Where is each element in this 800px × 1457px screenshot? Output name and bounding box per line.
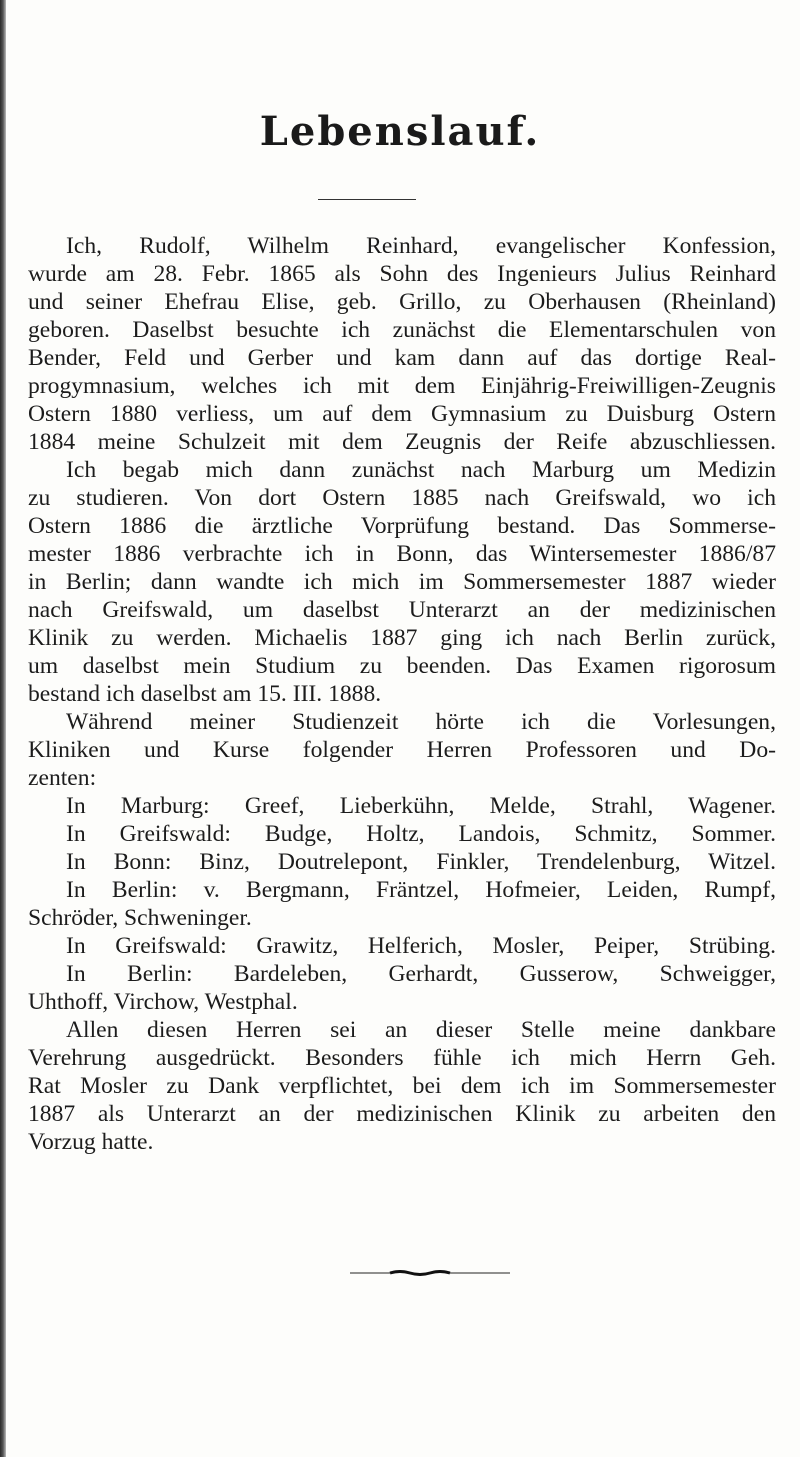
professor-list-line: In Bonn: Binz, Doutrelepont, Finkler, Trendelenburg, Witzel.	[66, 849, 776, 875]
document-title: Lebenslauf.	[259, 108, 541, 155]
professor-list-line: In Marburg: Greef, Lieberkühn, Melde, Strahl, Wagener.	[66, 793, 776, 819]
binding-edge	[0, 0, 6, 1457]
text-line: mester 1886 verbrachte ich in Bonn, das Wintersemester 1886/87	[28, 541, 776, 567]
text-line: zu studieren. Von dort Ostern 1885 nach Greifswald, wo ich	[28, 485, 776, 511]
text-line: Verehrung ausgedrückt. Besonders fühle ich mich Herrn Geh.	[28, 1045, 776, 1071]
end-ornament	[350, 1270, 510, 1276]
professor-list-line: In Berlin: Bardeleben, Gerhardt, Gusserow, Schweigger,	[66, 961, 776, 987]
professor-list-line: Uhthoff, Virchow, Westphal.	[28, 989, 298, 1015]
text-line: nach Greifswald, um daselbst Unterarzt an der medizinischen	[28, 597, 776, 623]
text-line: Kliniken und Kurse folgender Herren Professoren und Do-	[28, 737, 776, 763]
text-line: um daselbst mein Studium zu beenden. Das Examen rigorosum	[28, 653, 776, 679]
professor-list-line: In Greifswald: Budge, Holtz, Landois, Schmitz, Sommer.	[66, 821, 776, 847]
title-rule	[318, 199, 416, 200]
professor-list-line: In Berlin: v. Bergmann, Fräntzel, Hofmeier, Leiden, Rumpf,	[66, 877, 776, 903]
text-line: Rat Mosler zu Dank verpflichtet, bei dem ich im Sommersemester	[28, 1073, 776, 1099]
text-line: progymnasium, welches ich mit dem Einjährig-Freiwilligen-Zeugnis	[28, 373, 776, 399]
text-line: Allen diesen Herren sei an dieser Stelle meine dankbare	[66, 1017, 776, 1043]
text-line: Ich begab mich dann zunächst nach Marburg um Medizin	[66, 457, 776, 483]
professor-list-line: Schröder, Schweninger.	[28, 905, 252, 931]
text-line: 1884 meine Schulzeit mit dem Zeugnis der Reife abzuschliessen.	[28, 429, 776, 455]
document-body	[28, 232, 776, 1156]
text-line: Während meiner Studienzeit hörte ich die Vorlesungen,	[66, 709, 776, 735]
professor-list-line: In Greifswald: Grawitz, Helferich, Mosler, Peiper, Strübing.	[66, 933, 776, 959]
text-line: zenten:	[28, 765, 97, 791]
text-line: bestand ich daselbst am 15. III. 1888.	[28, 681, 382, 707]
text-line: Ostern 1886 die ärztliche Vorprüfung bestand. Das Sommerse-	[28, 513, 776, 539]
text-line: Klinik zu werden. Michaelis 1887 ging ich nach Berlin zurück,	[28, 625, 776, 651]
text-line: in Berlin; dann wandte ich mich im Sommersemester 1887 wieder	[28, 569, 776, 595]
text-line: geboren. Daselbst besuchte ich zunächst die Elementarschulen von	[28, 317, 776, 343]
text-line: Vorzug hatte.	[28, 1129, 154, 1155]
text-line: 1887 als Unterarzt an der medizinischen Klinik zu arbeiten den	[28, 1101, 776, 1127]
text-line: und seiner Ehefrau Elise, geb. Grillo, zu Oberhausen (Rheinland)	[28, 289, 776, 315]
text-line: Ich, Rudolf, Wilhelm Reinhard, evangelischer Konfession,	[66, 233, 776, 259]
text-line: Bender, Feld und Gerber und kam dann auf das dortige Real-	[28, 345, 776, 371]
text-line: wurde am 28. Febr. 1865 als Sohn des Ingenieurs Julius Reinhard	[28, 261, 776, 287]
text-line: Ostern 1880 verliess, um auf dem Gymnasium zu Duisburg Ostern	[28, 401, 776, 427]
